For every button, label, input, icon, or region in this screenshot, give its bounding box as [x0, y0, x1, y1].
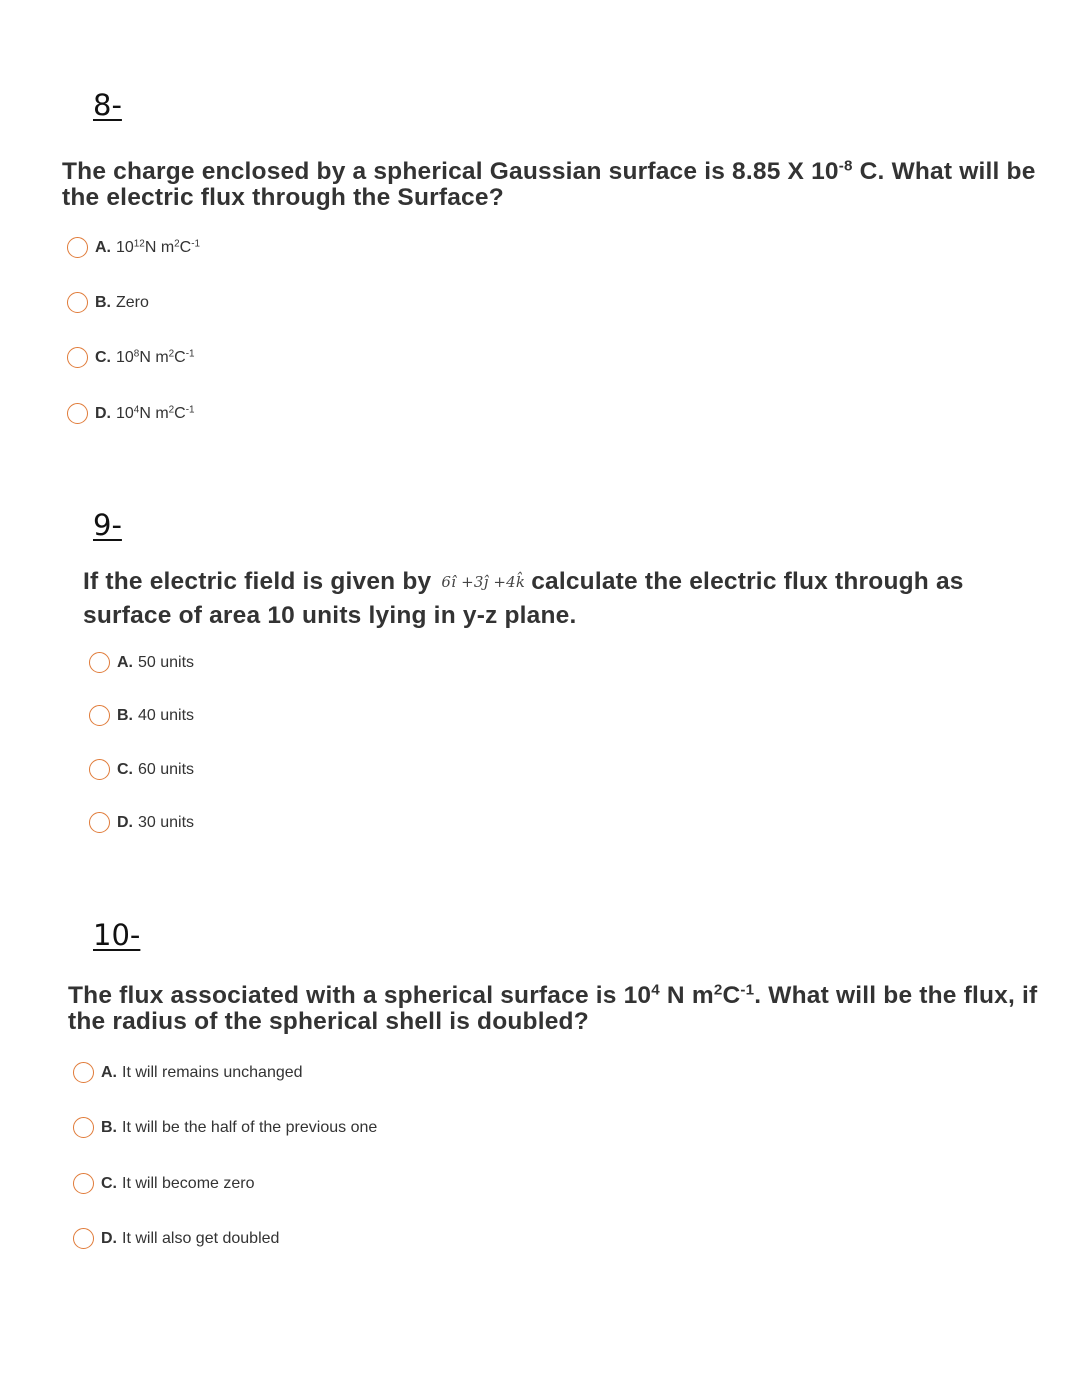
equation: 6î +3ĵ +4k̂ [441, 573, 526, 591]
radio-button[interactable] [73, 1062, 94, 1083]
radio-button[interactable] [89, 652, 110, 673]
option-a[interactable]: A. $10^{12}N$ $m^2C^{-1}$ [67, 237, 200, 258]
radio-button[interactable] [89, 759, 110, 780]
option-label: $10^4N$ $m^2C^{-1}$ [116, 404, 195, 422]
option-label: 60 units [138, 760, 195, 778]
question-text: The charge enclosed by a spherical Gaussian surface is 8.85 X $10^{-8}$ C. What will be the electric flux through the Surface? [62, 157, 1036, 211]
radio-button[interactable] [73, 1228, 94, 1249]
question-number: 10- [93, 918, 141, 952]
option-d[interactable]: D. $10^4N$ $m^2C^{-1}$ [67, 403, 195, 424]
radio-button[interactable] [89, 812, 110, 833]
option-label: It will be the half of the previous one [122, 1118, 378, 1136]
option-label: It will remains unchanged [122, 1063, 303, 1081]
radio-button[interactable] [67, 403, 88, 424]
option-label: $10^8N$ $m^2C^{-1}$ [116, 348, 195, 366]
option-c[interactable]: C. 60 units [89, 759, 194, 780]
radio-button[interactable] [89, 705, 110, 726]
option-d[interactable]: D. 30 units [89, 812, 194, 833]
option-label: Zero [116, 293, 149, 311]
option-label: It will become zero [122, 1174, 255, 1192]
option-a[interactable]: A. It will remains unchanged [73, 1062, 303, 1083]
option-label: 40 units [138, 706, 195, 724]
option-d[interactable]: D. It will also get doubled [73, 1228, 279, 1249]
option-a[interactable]: A. 50 units [89, 652, 194, 673]
question-text: If the electric field is given by 6î +3ĵ +4k̂ calculate the electric flux through as surface of area 10 units lying in y-z plane. [83, 568, 964, 629]
radio-button[interactable] [67, 292, 88, 313]
question-text: The flux associated with a spherical surface is $10^4$ N $m^2C^{-1}$. What will be the flux, if the radius of the spherical shell is doubled? [68, 981, 1038, 1035]
radio-button[interactable] [67, 237, 88, 258]
question-number: 8- [93, 88, 122, 122]
option-b[interactable]: B. 40 units [89, 705, 194, 726]
option-b[interactable]: B. Zero [67, 292, 149, 313]
option-label: It will also get doubled [122, 1229, 280, 1247]
option-label: $10^{12}N$ $m^2C^{-1}$ [116, 238, 201, 256]
option-label: 30 units [138, 813, 195, 831]
option-label: 50 units [138, 653, 195, 671]
radio-button[interactable] [73, 1173, 94, 1194]
option-c[interactable]: C. It will become zero [73, 1173, 255, 1194]
radio-button[interactable] [73, 1117, 94, 1138]
radio-button[interactable] [67, 347, 88, 368]
option-c[interactable]: C. $10^8N$ $m^2C^{-1}$ [67, 347, 195, 368]
question-number: 9- [93, 508, 122, 542]
option-b[interactable]: B. It will be the half of the previous one [73, 1117, 377, 1138]
